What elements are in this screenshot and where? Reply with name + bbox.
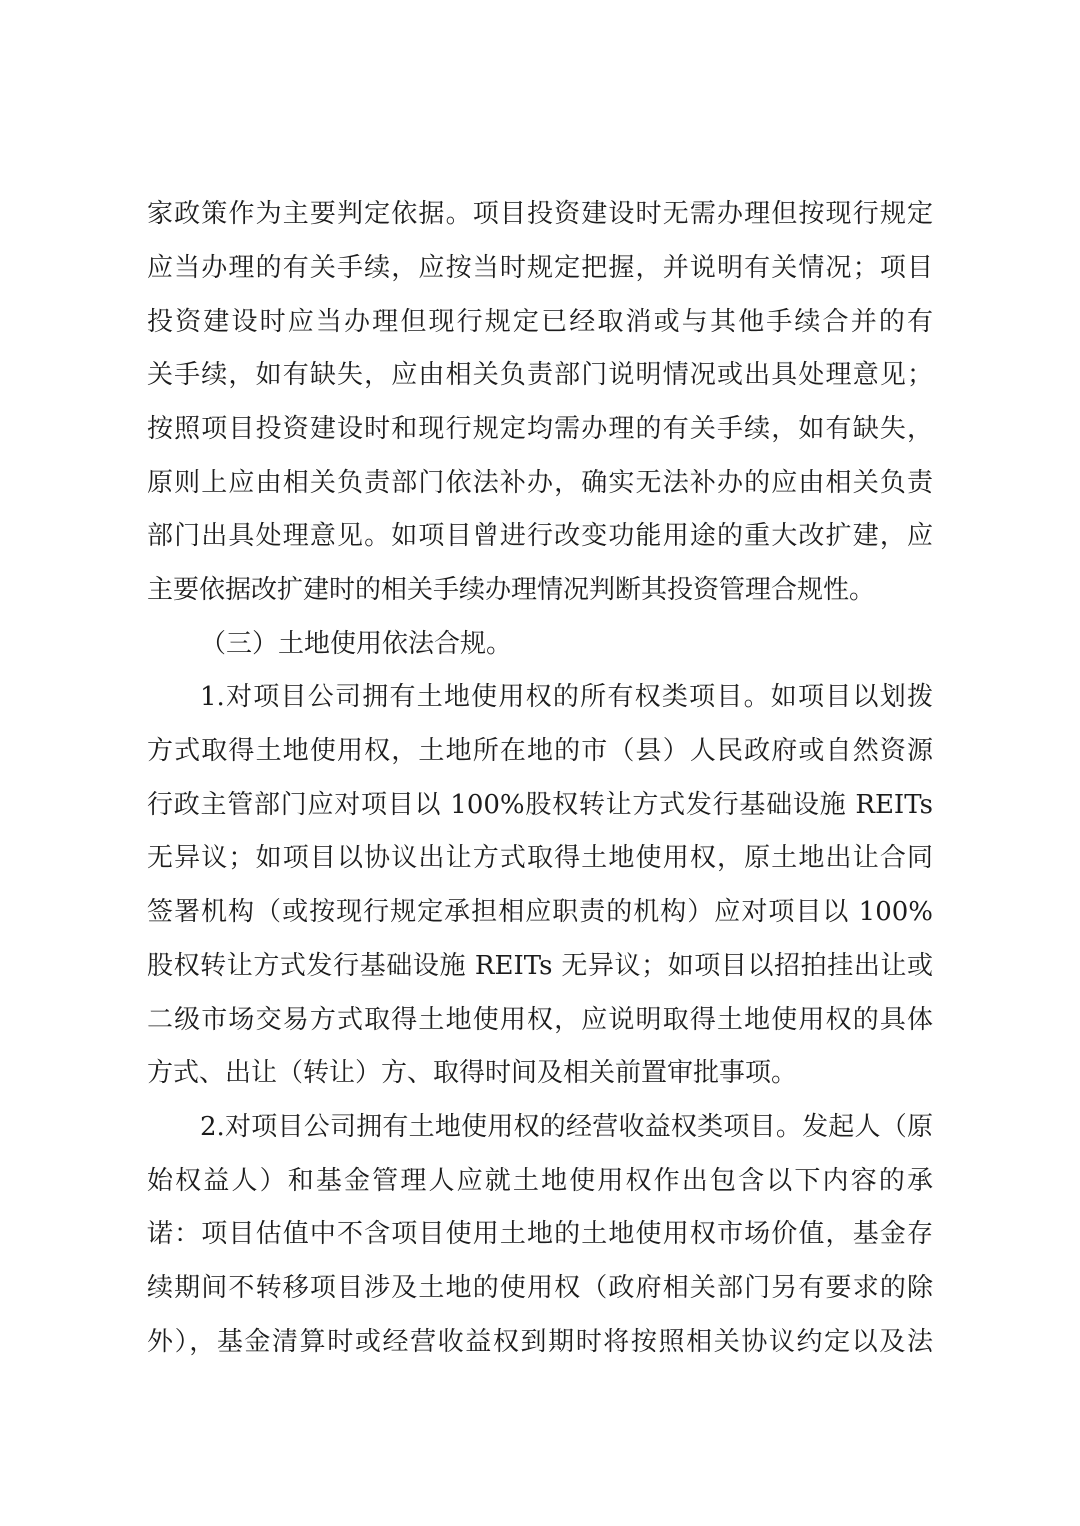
text-line: 续期间不转移项目涉及土地的使用权（政府相关部门另有要求的除: [147, 1273, 933, 1303]
text-line: 始权益人）和基金管理人应就土地使用权作出包含以下内容的承: [147, 1166, 933, 1196]
section-heading: （三）土地使用依法合规。: [200, 629, 513, 659]
text-line: 方式取得土地使用权，土地所在地的市（县）人民政府或自然资源: [147, 736, 933, 766]
text-line: 诺：项目估值中不含项目使用土地的土地使用权市场价值，基金存: [147, 1219, 933, 1249]
text-line: 应当办理的有关手续，应按当时规定把握，并说明有关情况；项目: [147, 253, 933, 283]
text-line: 按照项目投资建设时和现行规定均需办理的有关手续，如有缺失，: [147, 414, 933, 444]
text-line: 原则上应由相关负责部门依法补办，确实无法补办的应由相关负责: [147, 468, 933, 498]
text-line: 外），基金清算时或经营收益权到期时将按照相关协议约定以及法: [147, 1327, 933, 1357]
text-line: 家政策作为主要判定依据。项目投资建设时无需办理但按现行规定: [147, 199, 933, 229]
text-line: 主要依据改扩建时的相关手续办理情况判断其投资管理合规性。: [147, 575, 876, 605]
text-line: 2.对项目公司拥有土地使用权的经营收益权类项目。发起人（原: [200, 1112, 933, 1142]
text-line: 投资建设时应当办理但现行规定已经取消或与其他手续合并的有: [147, 307, 933, 337]
text-line: 部门出具处理意见。如项目曾进行改变功能用途的重大改扩建，应: [147, 521, 933, 551]
text-line: 行政主管部门应对项目以 100%股权转让方式发行基础设施 REITs: [147, 790, 933, 820]
text-line: 无异议；如项目以协议出让方式取得土地使用权，原土地出让合同: [147, 843, 933, 873]
text-line: 关手续，如有缺失，应由相关负责部门说明情况或出具处理意见；: [147, 360, 933, 390]
text-line: 股权转让方式发行基础设施 REITs 无异议；如项目以招拍挂出让或: [147, 951, 933, 981]
text-line: 方式、出让（转让）方、取得时间及相关前置审批事项。: [147, 1058, 798, 1088]
text-line: 二级市场交易方式取得土地使用权，应说明取得土地使用权的具体: [147, 1005, 933, 1035]
text-line: 1.对项目公司拥有土地使用权的所有权类项目。如项目以划拨: [200, 682, 933, 712]
text-line: 签署机构（或按现行规定承担相应职责的机构）应对项目以 100%: [147, 897, 933, 927]
